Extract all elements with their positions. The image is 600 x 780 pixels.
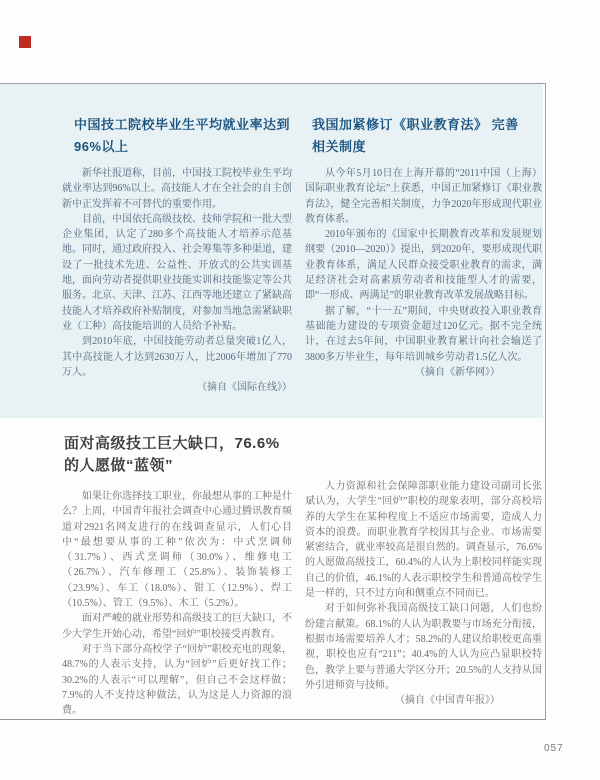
- paragraph: 目前，中国依托高级技校、技师学院和一批大型企业集团，认定了280多个高技能人才培养示范基地。同时，通过政府投入、社会筹集等多种渠道，建设了一批技术先进、公益性、开放式的公共实训基地，面向劳动者提供职业技能实训和技能鉴定等公共服务。北京、天津、江苏、江西等地还建立了紧缺高技能人才培养政府补贴制度，对参加当地急需紧缺职业（工种）高技能培训的人员给予补贴。: [62, 213, 292, 332]
- paragraph: 对于当下部分高校学子“回炉”职校充电的现象，48.7%的人表示支持，认为“回炉”后更好找工作；30.2%的人表示“可以理解”，但自己不会这样做；7.9%的人不支持这种做法，认为这是人力资源的浪费。: [62, 643, 292, 717]
- feature-right-column: [305, 433, 542, 718]
- paragraph: 面对严峻的就业形势和高级技工的巨大缺口，不少大学生开始心动，希望“回炉”职校接受再教育。: [62, 613, 292, 640]
- article-source: （摘自《国际在线》）: [197, 382, 292, 394]
- article-source: （摘自《新华网》）: [415, 366, 500, 378]
- paragraph: 据了解，“十一五”期间，中央财政投入职业教育基础能力建设的专项资金超过120亿元。据不完全统计，在过去5年间，中国职业教育累计向社会输送了3800多万毕业生，每年培训城乡劳动者1.5亿人次。: [305, 305, 542, 363]
- paragraph: 如果让你选择技工职业，你最想从事的工种是什么？上周，中国青年报社会调查中心通过腾讯教育频道对2921名网友进行的在线调查显示，人们心目中“最想要从事的工种”依次为：中式烹调师（31.7%）、西式烹调师（30.0%）、维修电工（26.7%）、汽车修理工（25.8%）、装饰装修工（23.9%）、车工（18.0%）、钳工（12.9%）、焊工（10.5%）、管工（9.5%）、木工（5.2%）。: [62, 491, 292, 610]
- news-panel: [0, 84, 543, 418]
- paragraph: 从今年5月10日在上海开幕的“2011中国（上海）国际职业教育论坛”上获悉，中国正加紧修订《职业教育法》，健全完善相关制度，力争2020年形成现代职业教育体系。: [305, 168, 542, 225]
- paragraph: 到2010年底，中国技能劳动者总量突破1亿人，其中高技能人才达到2630万人，比2006年增加了770万人。: [62, 336, 292, 378]
- article-source: （摘自《中国青年报》）: [395, 695, 500, 707]
- paragraph: 对于如何弥补我国高级技工缺口问题，人们也纷纷建言献策。68.1%的人认为职教要与市场充分衔接，根据市场需要培养人才；58.2%的人建议给职校更高重视，职校也应有“211”；40.4%的人认为应凸显职校特色，教学上要与普通大学区分开；20.5%的人支持从国外引进师资与技师。: [305, 603, 542, 691]
- news-article-vocational-law-title: 我国加紧修订《职业教育法》 完善相关制度: [312, 117, 519, 154]
- feature-article-title: 面对高级技工巨大缺口，76.6%的人愿做“蓝领”: [64, 435, 280, 474]
- news-article-employment: [62, 114, 292, 418]
- feature-article: [62, 433, 543, 718]
- news-article-employment-title: 中国技工院校毕业生平均就业率达到96%以上: [74, 117, 291, 154]
- paragraph: 人力资源和社会保障部职业能力建设司副司长张斌认为，大学生“回炉”职校的现象表明，部分高校培养的大学生在某种程度上不适应市场需要，造成人力资本的浪费。而职业教育学校因其与企业、市场需要紧密结合，就业率较高是很自然的。调查显示，76.6%的人愿做高级技工，60.4%的人认为上职校同样能实现自己的价值，46.1%的人表示职校学生和普通高校学生是一样的，只不过方向和侧重点不同而已。: [305, 481, 542, 600]
- feature-left-column: [62, 433, 292, 718]
- paragraph: 2010年颁布的《国家中长期教育改革和发展规划纲要（2010—2020）》提出，到2020年，要形成现代职业教育体系，满足人民群众接受职业教育的需求，满足经济社会对高素质劳动者和技能型人才的需要，即“一形成、两满足”的职业教育改革发展战略目标。: [305, 229, 542, 302]
- section-marker-icon: [19, 36, 31, 48]
- news-article-vocational-law: [305, 114, 542, 418]
- paragraph: 新华社报道称，目前，中国技工院校毕业生平均就业率达到96%以上。高技能人才在全社会的自主创新中正发挥着不可替代的重要作用。: [62, 168, 292, 210]
- page-number: 057: [544, 743, 564, 754]
